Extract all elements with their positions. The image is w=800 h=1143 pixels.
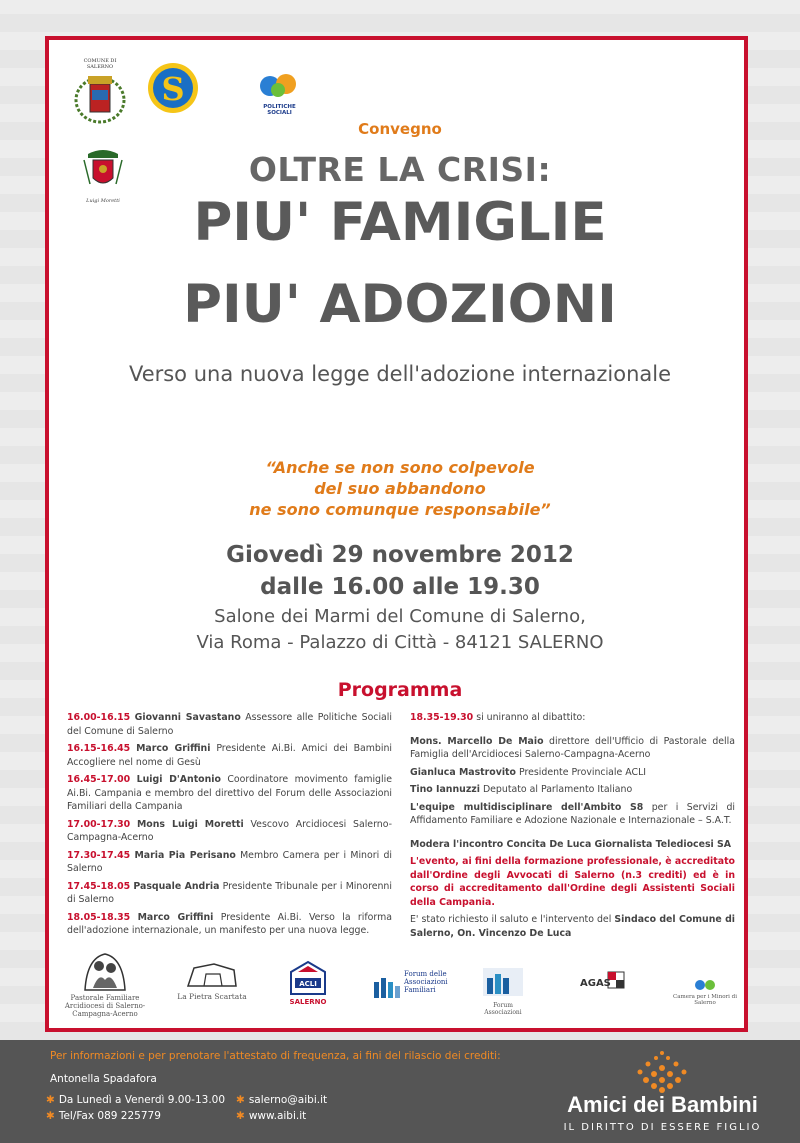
politiche-sociali-logo <box>252 72 307 116</box>
subtitle: Verso una nuova legge dell'adozione internazionale <box>128 362 672 386</box>
partner-forum: Forum delle Associazioni Familiari <box>372 970 454 1000</box>
footer-contact: Antonella Spadafora <box>50 1073 157 1085</box>
partner-logos <box>60 950 740 1020</box>
program-left-column <box>67 711 392 942</box>
comune-logo-text: COMUNE DI SALERNO <box>83 58 117 70</box>
guest-entry: L'equipe multidisciplinare dell'Ambito S8 per i Servizi di Affidamento Familiare e Adozione Nazionale e Internazionale – S.A.T. <box>410 801 735 826</box>
quote-line2: del suo abbandono <box>314 479 486 498</box>
event-time: dalle 16.00 alle 19.30 <box>260 574 540 600</box>
program-entry: 18.35-19.30 si uniranno al dibattito: <box>410 712 586 723</box>
partner-agas <box>575 970 631 994</box>
quote-line3: ne sono comunque responsabile” <box>249 500 551 519</box>
footer-email[interactable]: ✱ salerno@aibi.it <box>236 1094 328 1106</box>
quote-line1: “Anche se non sono colpevole <box>265 458 535 477</box>
moderator: Modera l'incontro Concita De Luca Giornalista Telediocesi SA <box>410 838 732 850</box>
main-title <box>0 180 800 339</box>
brand-dots-icon <box>560 1050 765 1094</box>
bishop-label: Luigi Moretti <box>86 198 120 204</box>
program-entry: 16.00-16.15 Giovanni Savastano Assessore alle Politiche Sociali del Comune di Salerno <box>67 712 393 737</box>
footer-tel: ✱ Tel/Fax 089 225779 <box>46 1110 161 1122</box>
program-entry: 16.15-16.45 Marco Griffini Presidente Ai.Bi. Amici dei Bambini Accogliere nel nome di Gesù <box>67 743 393 768</box>
title-line1: OLTRE LA CRISI: <box>248 150 552 189</box>
event-datetime <box>0 539 800 603</box>
s-circle-logo <box>147 62 199 114</box>
partner-camera-minori: Camera per i Minori di Salerno <box>670 978 740 1006</box>
accreditation-note: L'evento, ai fini della formazione professionale, è accreditato dall'Ordine degli Avvocati di Salerno (n.3 crediti) ed è in corso di accreditamento dall'Ordine degli Assistenti Sociali della Campania. <box>410 856 735 908</box>
venue-line1: Salone dei Marmi del Comune di Salerno, <box>214 606 586 627</box>
footer-website[interactable]: ✱ www.aibi.it <box>236 1110 307 1122</box>
brand-tagline: IL DIRITTO DI ESSERE FIGLIO <box>563 1122 762 1133</box>
program-entry: 18.05-18.35 Marco Griffini Presidente Ai.Bi. Verso la riforma dell'adozione internazionale, un manifesto per una nuova legge. <box>67 911 392 936</box>
partner-acli: ACLI SALERNO <box>285 960 331 1006</box>
partner-pietra-scartata: La Pietra Scartata <box>172 960 252 1001</box>
amici-dei-bambini-logo <box>560 1050 780 1140</box>
guest-entry: Mons. Marcello De Maio direttore dell'Ufficio di Pastorale della Famiglia dell'Arcidiocesi Salerno-Campagna-Acerno <box>410 735 736 760</box>
svg-text:ACLI: ACLI <box>299 980 317 988</box>
partner-pastorale: Pastorale Familiare Arcidiocesi di Salerno-Campagna-Acerno <box>60 950 150 1018</box>
title-line2: PIU' FAMIGLIE <box>193 192 607 253</box>
svg-text:S: S <box>161 70 185 108</box>
convegno-label: Convegno <box>358 120 442 138</box>
guest-entry: Gianluca Mastrovito Presidente Provinciale ACLI <box>410 766 647 778</box>
comune-salerno-logo <box>70 58 130 128</box>
program-right-column <box>410 711 735 944</box>
svg-text:AGAS: AGAS <box>580 978 611 989</box>
event-date: Giovedì 29 novembre 2012 <box>226 542 574 568</box>
guest-entry: Tino Iannuzzi Deputato al Parlamento Italiano <box>410 784 633 795</box>
title-line3: PIU' ADOZIONI <box>183 274 617 336</box>
footer-info: Per informazioni e per prenotare l'attestato di frequenza, ai fini del rilascio dei crediti: <box>50 1050 501 1062</box>
venue-line2: Via Roma - Palazzo di Città - 84121 SALERNO <box>196 632 604 653</box>
program-entry: 17.45-18.05 Pasquale Andria Presidente Tribunale per i Minorenni di Salerno <box>67 880 392 905</box>
program-entry: 17.00-17.30 Mons Luigi Moretti Vescovo Arcidiocesi Salerno-Campagna-Acerno <box>67 818 393 843</box>
program-entry: 17.30-17.45 Maria Pia Perisano Membro Camera per i Minori di Salerno <box>67 849 392 874</box>
footer-hours: ✱ Da Lunedì a Venerdì 9.00-13.00 <box>46 1094 226 1106</box>
brand-name: Amici dei Bambini <box>567 1092 758 1117</box>
partner-forum-campania: Forum Associazioni <box>478 964 528 1016</box>
programma-title: Programma <box>337 679 463 701</box>
program-entry: 16.45-17.00 Luigi D'Antonio Coordinatore movimento famiglie Ai.Bi. Campania e membro del direttivo del Forum delle Associazioni Familiari della Campania <box>67 774 392 812</box>
event-venue <box>0 604 800 656</box>
quote <box>0 457 800 520</box>
politiche-label: POLITICHE SOCIALI <box>263 104 296 116</box>
closing-note: E' stato richiesto il saluto e l'intervento del Sindaco del Comune di Salerno, On. Vincenzo De Luca <box>410 914 735 939</box>
